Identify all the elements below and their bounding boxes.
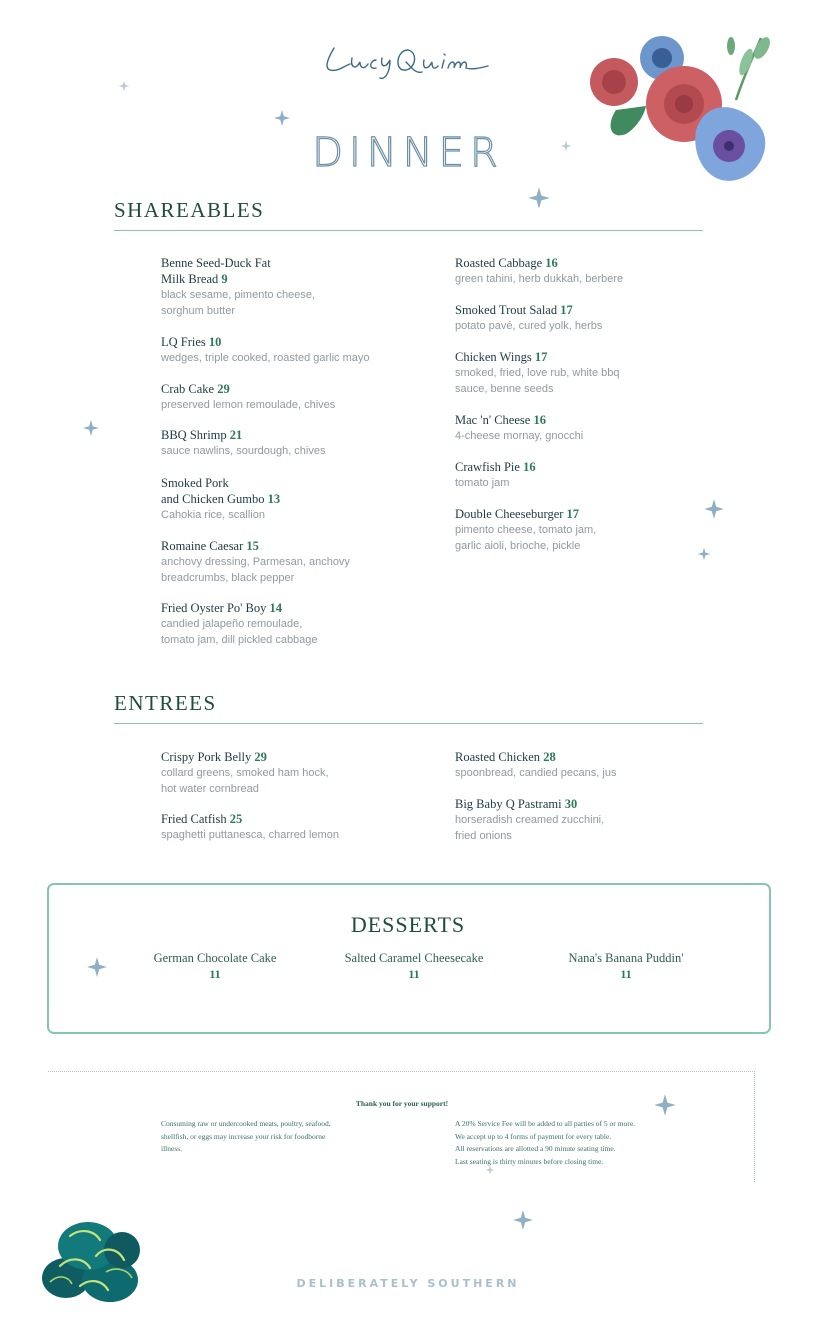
sparkle-icon xyxy=(485,1165,495,1175)
sparkle-icon xyxy=(82,419,100,437)
lucy-quinn-logo xyxy=(320,38,492,82)
section-title-desserts: DESSERTS xyxy=(350,912,466,937)
menu-item: Crab Cake 29 preserved lemon remoulade, chives xyxy=(161,382,336,411)
restaurant-policies: A 20% Service Fee will be added to all parties of 5 or more. We accept up to 4 forms of payment for every table. All reservations are allotted a 90 minute seating time. Last seating is thirty minutes before closing time. xyxy=(455,1119,635,1166)
dessert-item: Nana's Banana Puddin' 11 xyxy=(568,951,684,981)
menu-item: Fried Catfish 25 spaghetti puttanesca, charred lemon xyxy=(161,812,339,841)
menu-item: Mac 'n' Cheese 16 4-cheese mornay, gnocchi xyxy=(455,413,584,442)
sparkle-icon xyxy=(697,547,711,561)
section-divider xyxy=(114,230,703,231)
menu-item: Double Cheeseburger 17 pimento cheese, tomato jam, garlic aioli, brioche, pickle xyxy=(455,507,597,552)
menu-item: Crispy Pork Belly 29 collard greens, smoked ham hock, hot water cornbread xyxy=(161,750,329,795)
sparkle-icon xyxy=(560,140,572,152)
dessert-item: Salted Caramel Cheesecake 11 xyxy=(344,951,484,981)
menu-item: BBQ Shrimp 21 sauce nawlins, sourdough, chives xyxy=(161,428,326,457)
teal-flower-illustration xyxy=(40,1216,144,1308)
sparkle-icon xyxy=(118,80,130,92)
menu-title: DINNER xyxy=(312,130,504,176)
menu-item: Big Baby Q Pastrami 30 horseradish creamed zucchini, fried onions xyxy=(455,797,605,842)
section-title-entrees: ENTREES xyxy=(114,691,217,715)
tagline: DELIBERATELY SOUTHERN xyxy=(296,1277,520,1290)
menu-item: LQ Fries 10 wedges, triple cooked, roasted garlic mayo xyxy=(161,335,370,364)
dessert-item: German Chocolate Cake 11 xyxy=(153,951,277,981)
sparkle-icon xyxy=(527,186,551,210)
menu-item: Smoked Trout Salad 17 potato pavé, cured yolk, herbs xyxy=(455,303,603,332)
sparkle-icon xyxy=(703,498,725,520)
sparkle-icon xyxy=(653,1093,677,1117)
menu-item: Benne Seed-Duck Fat Milk Bread 9 black sesame, pimento cheese, sorghum butter xyxy=(161,256,316,317)
menu-item: Fried Oyster Po' Boy 14 candied jalapeño remoulade, tomato jam, dill pickled cabbage xyxy=(161,601,318,646)
sparkle-icon xyxy=(512,1209,534,1231)
section-title-shareables: SHAREABLES xyxy=(114,198,265,222)
menu-item: Chicken Wings 17 smoked, fried, love rub, white bbq sauce, benne seeds xyxy=(455,350,620,395)
menu-item: Romaine Caesar 15 anchovy dressing, Parmesan, anchovy breadcrumbs, black pepper xyxy=(161,539,350,584)
section-divider xyxy=(114,723,703,724)
thank-you-note: Thank you for your support! xyxy=(355,1099,449,1108)
menu-item: Smoked Pork and Chicken Gumbo 13 Cahokia rice, scallion xyxy=(161,476,281,521)
menu-item: Roasted Cabbage 16 green tahini, herb dukkah, berbere xyxy=(455,256,624,285)
sparkle-icon xyxy=(273,109,291,127)
menu-item: Crawfish Pie 16 tomato jam xyxy=(455,460,536,489)
food-safety-warning: Consuming raw or undercooked meats, poultry, seafood, shellfish, or eggs may increase your risk for foodborne illness. xyxy=(161,1119,331,1153)
menu-item: Roasted Chicken 28 spoonbread, candied pecans, jus xyxy=(455,750,617,779)
sparkle-icon xyxy=(86,956,108,978)
